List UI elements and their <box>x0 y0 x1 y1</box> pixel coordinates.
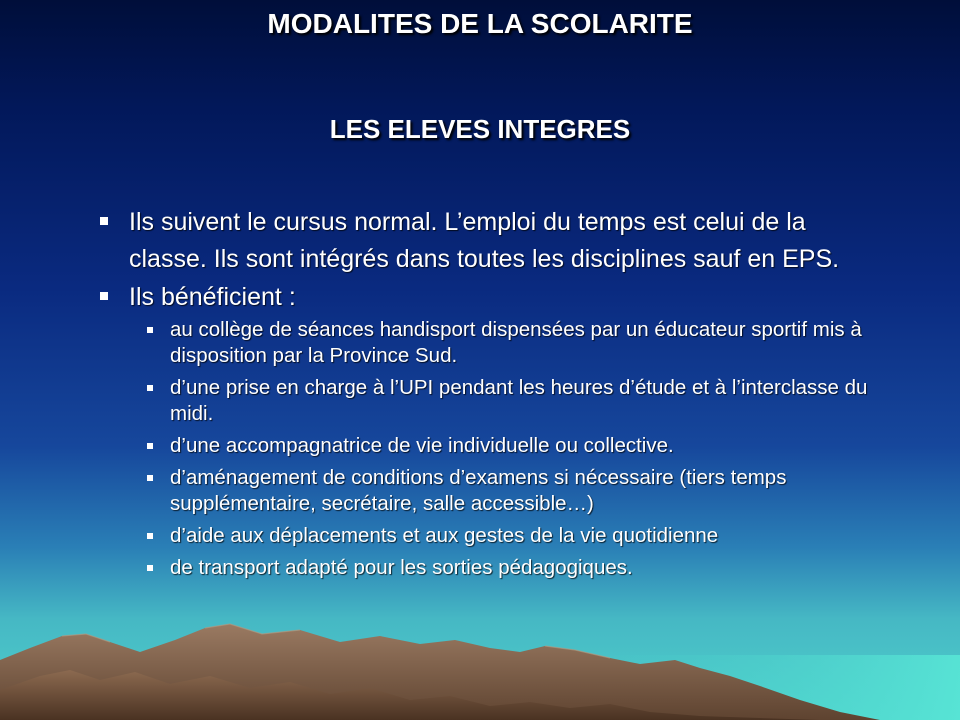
sub-bullet-text: d’une prise en charge à l’UPI pendant les heures d’étude et à l’interclasse du midi. <box>170 375 868 425</box>
sub-bullet-item <box>147 317 870 369</box>
sub-bullet-item <box>147 555 870 581</box>
sub-bullet-list <box>147 317 870 581</box>
square-bullet-icon <box>100 217 108 225</box>
square-bullet-icon <box>147 565 153 571</box>
bullet-text: Ils suivent le cursus normal. L’emploi du temps est celui de la classe. Ils sont intégrés dans toutes les disciplines sauf en EPS. <box>129 208 840 273</box>
sub-bullet-text: d’aide aux déplacements et aux gestes de la vie quotidienne <box>170 523 719 547</box>
sub-bullet-text: au collège de séances handisport dispensées par un éducateur sportif mis à disposition par la Province Sud. <box>170 317 862 367</box>
sub-bullet-item <box>147 523 870 549</box>
slide-subtitle: LES ELEVES INTEGRES <box>329 114 631 144</box>
sub-bullet-text: de transport adapté pour les sorties pédagogiques. <box>170 555 633 579</box>
square-bullet-icon <box>147 327 153 333</box>
bullet-item <box>100 204 870 277</box>
square-bullet-icon <box>147 533 153 539</box>
square-bullet-icon <box>147 475 153 481</box>
square-bullet-icon <box>147 385 153 391</box>
sub-bullet-item <box>147 433 870 459</box>
slide-title: MODALITES DE LA SCOLARITE <box>267 8 693 39</box>
bullet-text: Ils bénéficient : <box>129 283 296 311</box>
square-bullet-icon <box>147 443 153 449</box>
bullet-item <box>100 279 870 581</box>
square-bullet-icon <box>100 292 108 300</box>
sub-bullet-text: d’une accompagnatrice de vie individuelle ou collective. <box>170 433 674 457</box>
bullet-list <box>100 204 870 587</box>
sub-bullet-item <box>147 375 870 427</box>
sub-bullet-item <box>147 465 870 517</box>
sub-bullet-text: d’aménagement de conditions d’examens si nécessaire (tiers temps supplémentaire, secrétaire, salle accessible…) <box>170 465 787 515</box>
